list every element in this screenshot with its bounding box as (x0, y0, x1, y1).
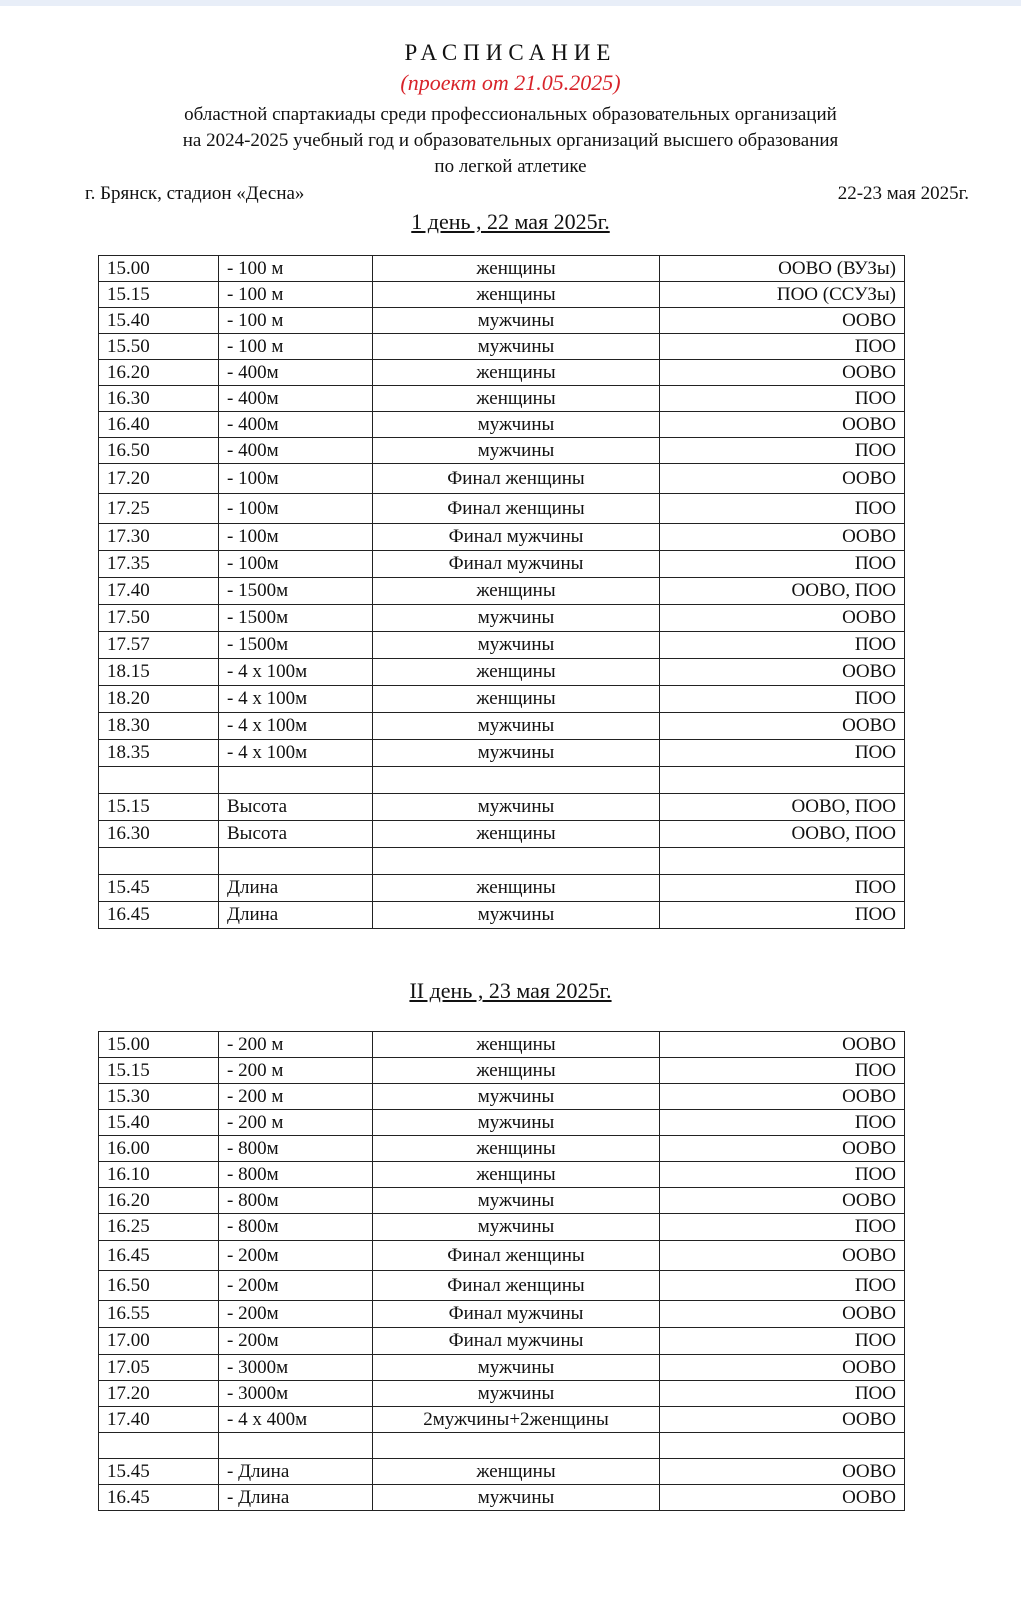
organization-cell: ООВО (660, 1485, 905, 1511)
organization-cell: ООВО (660, 1241, 905, 1271)
event-cell: - Длина (219, 1459, 373, 1485)
organization-cell: ООВО (ВУЗы) (660, 256, 905, 282)
event-cell: - 200 м (219, 1058, 373, 1084)
time-cell: 15.00 (99, 1032, 219, 1058)
draft-note: (проект от 21.05.2025) (400, 70, 621, 95)
time-cell: 17.50 (99, 605, 219, 632)
category-cell: Финал женщины (373, 494, 660, 524)
organization-cell: ООВО (660, 1032, 905, 1058)
category-cell: женщины (373, 659, 660, 686)
time-cell: 15.40 (99, 1110, 219, 1136)
table-row (99, 1381, 905, 1407)
organization-cell: ООВО (660, 524, 905, 551)
table-row (99, 464, 905, 494)
category-cell: мужчины (373, 412, 660, 438)
category-cell (373, 848, 660, 875)
time-cell: 17.25 (99, 494, 219, 524)
organization-cell: ООВО (660, 1301, 905, 1328)
time-cell: 16.45 (99, 1485, 219, 1511)
organization-cell: ПОО (660, 551, 905, 578)
event-cell: - 200м (219, 1271, 373, 1301)
category-cell: Финал мужчины (373, 1328, 660, 1355)
organization-cell: ООВО (660, 1188, 905, 1214)
time-cell: 15.45 (99, 1459, 219, 1485)
category-cell: мужчины (373, 334, 660, 360)
time-cell: 17.57 (99, 632, 219, 659)
time-cell: 15.15 (99, 282, 219, 308)
event-cell: - 100 м (219, 256, 373, 282)
table-row (99, 686, 905, 713)
table-row (99, 605, 905, 632)
organization-cell (660, 767, 905, 794)
organization-cell: ПОО (660, 494, 905, 524)
category-cell: женщины (373, 282, 660, 308)
table-row (99, 1188, 905, 1214)
category-cell: мужчины (373, 740, 660, 767)
event-cell: Высота (219, 821, 373, 848)
table-row (99, 578, 905, 605)
organization-cell: ООВО (660, 659, 905, 686)
time-cell: 17.20 (99, 464, 219, 494)
event-cell: - 400м (219, 386, 373, 412)
event-cell: - 4 х 100м (219, 686, 373, 713)
organization-cell: ООВО (660, 360, 905, 386)
time-cell: 15.15 (99, 794, 219, 821)
time-cell: 16.10 (99, 1162, 219, 1188)
event-cell (219, 767, 373, 794)
category-cell: женщины (373, 1136, 660, 1162)
organization-cell: ООВО, ПОО (660, 794, 905, 821)
table-row (99, 1328, 905, 1355)
time-cell (99, 767, 219, 794)
table-row (99, 334, 905, 360)
organization-cell: ПОО (660, 1058, 905, 1084)
organization-cell: ООВО (660, 1355, 905, 1381)
time-cell: 15.40 (99, 308, 219, 334)
venue: г. Брянск, стадион «Десна» (85, 183, 305, 204)
time-cell: 16.00 (99, 1136, 219, 1162)
table-row (99, 1058, 905, 1084)
category-cell: Финал женщины (373, 464, 660, 494)
time-cell: 15.30 (99, 1084, 219, 1110)
organization-cell: ООВО, ПОО (660, 578, 905, 605)
event-cell: Высота (219, 794, 373, 821)
event-cell: - 4 х 400м (219, 1407, 373, 1433)
table-row (99, 1433, 905, 1459)
category-cell: мужчины (373, 438, 660, 464)
time-cell: 18.20 (99, 686, 219, 713)
organization-cell: ПОО (660, 632, 905, 659)
organization-cell: ПОО (660, 386, 905, 412)
table-row (99, 1271, 905, 1301)
event-cell: - 100 м (219, 282, 373, 308)
event-cell: - 800м (219, 1136, 373, 1162)
event-cell: - 800м (219, 1188, 373, 1214)
table-row (99, 821, 905, 848)
day1-heading: 1 день , 22 мая 2025г. (411, 209, 610, 234)
organization-cell: ООВО (660, 1136, 905, 1162)
organization-cell: ПОО (660, 1328, 905, 1355)
time-cell: 17.20 (99, 1381, 219, 1407)
table-row (99, 412, 905, 438)
day2-heading: II день , 23 мая 2025г. (409, 978, 612, 1003)
organization-cell: ООВО, ПОО (660, 821, 905, 848)
table-row (99, 1355, 905, 1381)
time-cell: 16.30 (99, 821, 219, 848)
category-cell: Финал женщины (373, 1241, 660, 1271)
category-cell: мужчины (373, 1214, 660, 1241)
organization-cell: ООВО (660, 308, 905, 334)
event-cell: - 400м (219, 412, 373, 438)
event-cell: - 1500м (219, 605, 373, 632)
table-row (99, 256, 905, 282)
category-cell: мужчины (373, 794, 660, 821)
category-cell: мужчины (373, 1188, 660, 1214)
category-cell: мужчины (373, 1381, 660, 1407)
day2-schedule-table (98, 1031, 905, 1511)
table-row (99, 1032, 905, 1058)
table-row (99, 1084, 905, 1110)
time-cell (99, 1433, 219, 1459)
table-row (99, 360, 905, 386)
event-cell: - 4 х 100м (219, 713, 373, 740)
category-cell: Финал женщины (373, 1271, 660, 1301)
table-row (99, 494, 905, 524)
table-row (99, 308, 905, 334)
category-cell: 2мужчины+2женщины (373, 1407, 660, 1433)
time-cell: 16.30 (99, 386, 219, 412)
event-cell: - 800м (219, 1214, 373, 1241)
time-cell: 18.30 (99, 713, 219, 740)
category-cell: мужчины (373, 1485, 660, 1511)
subtitle-line-2: на 2024-2025 учебный год и образовательных организаций высшего образования (182, 130, 839, 151)
category-cell: мужчины (373, 902, 660, 929)
time-cell: 16.55 (99, 1301, 219, 1328)
table-row (99, 1485, 905, 1511)
time-cell (99, 848, 219, 875)
time-cell: 16.20 (99, 360, 219, 386)
day1-schedule-table (98, 255, 905, 929)
category-cell: женщины (373, 1162, 660, 1188)
category-cell: мужчины (373, 632, 660, 659)
organization-cell: ПОО (ССУЗы) (660, 282, 905, 308)
table-row (99, 875, 905, 902)
category-cell: женщины (373, 875, 660, 902)
organization-cell: ООВО (660, 412, 905, 438)
time-cell: 17.40 (99, 578, 219, 605)
organization-cell: ООВО (660, 1407, 905, 1433)
category-cell: женщины (373, 386, 660, 412)
time-cell: 16.45 (99, 902, 219, 929)
organization-cell: ПОО (660, 902, 905, 929)
organization-cell: ПОО (660, 1162, 905, 1188)
table-row (99, 902, 905, 929)
table-row (99, 282, 905, 308)
category-cell: мужчины (373, 1084, 660, 1110)
organization-cell: ПОО (660, 740, 905, 767)
time-cell: 15.15 (99, 1058, 219, 1084)
organization-cell: ПОО (660, 438, 905, 464)
category-cell: женщины (373, 1032, 660, 1058)
event-cell: - 800м (219, 1162, 373, 1188)
event-cell: - 200м (219, 1328, 373, 1355)
table-row (99, 1241, 905, 1271)
event-cell: Длина (219, 875, 373, 902)
event-cell: - 400м (219, 360, 373, 386)
organization-cell: ПОО (660, 334, 905, 360)
category-cell: женщины (373, 821, 660, 848)
organization-cell: ООВО (660, 713, 905, 740)
category-cell: женщины (373, 256, 660, 282)
table-row (99, 524, 905, 551)
table-row (99, 659, 905, 686)
event-cell: - 200 м (219, 1110, 373, 1136)
category-cell: женщины (373, 686, 660, 713)
organization-cell: ООВО (660, 1459, 905, 1485)
table-row (99, 1407, 905, 1433)
event-cell: - 100м (219, 524, 373, 551)
time-cell: 18.35 (99, 740, 219, 767)
category-cell: Финал мужчины (373, 1301, 660, 1328)
event-cell: - 3000м (219, 1355, 373, 1381)
table-row (99, 848, 905, 875)
event-dates: 22-23 мая 2025г. (837, 183, 969, 204)
table-row (99, 551, 905, 578)
time-cell: 16.50 (99, 1271, 219, 1301)
table-row (99, 632, 905, 659)
table-row (99, 767, 905, 794)
time-cell: 15.45 (99, 875, 219, 902)
category-cell: женщины (373, 1058, 660, 1084)
subtitle-line-1: областной спартакиады среди профессиональных образовательных организаций (184, 104, 837, 125)
time-cell: 16.25 (99, 1214, 219, 1241)
time-cell: 18.15 (99, 659, 219, 686)
organization-cell (660, 1433, 905, 1459)
top-bar (0, 0, 1021, 6)
category-cell: Финал мужчины (373, 524, 660, 551)
event-cell: - 100м (219, 494, 373, 524)
category-cell: женщины (373, 360, 660, 386)
time-cell: 16.50 (99, 438, 219, 464)
category-cell: Финал мужчины (373, 551, 660, 578)
time-cell: 17.35 (99, 551, 219, 578)
category-cell: женщины (373, 1459, 660, 1485)
category-cell: женщины (373, 578, 660, 605)
time-cell: 16.40 (99, 412, 219, 438)
time-cell: 15.50 (99, 334, 219, 360)
table-row (99, 740, 905, 767)
time-cell: 16.45 (99, 1241, 219, 1271)
event-cell: Длина (219, 902, 373, 929)
table-row (99, 1459, 905, 1485)
time-cell: 17.30 (99, 524, 219, 551)
event-cell (219, 848, 373, 875)
table-row (99, 794, 905, 821)
category-cell (373, 767, 660, 794)
time-cell: 17.00 (99, 1328, 219, 1355)
event-cell: - 100м (219, 464, 373, 494)
table-row (99, 438, 905, 464)
table-row (99, 713, 905, 740)
category-cell (373, 1433, 660, 1459)
table-row (99, 1162, 905, 1188)
time-cell: 17.05 (99, 1355, 219, 1381)
organization-cell: ПОО (660, 1381, 905, 1407)
event-cell: - 1500м (219, 632, 373, 659)
category-cell: мужчины (373, 713, 660, 740)
event-cell: - 100 м (219, 308, 373, 334)
organization-cell: ООВО (660, 1084, 905, 1110)
organization-cell: ПОО (660, 1271, 905, 1301)
table-row (99, 1136, 905, 1162)
table-row (99, 386, 905, 412)
organization-cell: ООВО (660, 605, 905, 632)
event-cell: - 3000м (219, 1381, 373, 1407)
event-cell: - 100 м (219, 334, 373, 360)
organization-cell: ПОО (660, 875, 905, 902)
event-cell: - 100м (219, 551, 373, 578)
category-cell: мужчины (373, 605, 660, 632)
table-row (99, 1214, 905, 1241)
table-row (99, 1110, 905, 1136)
organization-cell (660, 848, 905, 875)
organization-cell: ООВО (660, 464, 905, 494)
category-cell: мужчины (373, 308, 660, 334)
category-cell: мужчины (373, 1110, 660, 1136)
event-cell: - 400м (219, 438, 373, 464)
time-cell: 17.40 (99, 1407, 219, 1433)
organization-cell: ПОО (660, 686, 905, 713)
event-cell: - 1500м (219, 578, 373, 605)
organization-cell: ПОО (660, 1214, 905, 1241)
event-cell: - 4 х 100м (219, 740, 373, 767)
event-cell: - 200м (219, 1301, 373, 1328)
event-cell: - 200 м (219, 1032, 373, 1058)
subtitle-line-3: по легкой атлетике (434, 156, 587, 177)
organization-cell: ПОО (660, 1110, 905, 1136)
time-cell: 15.00 (99, 256, 219, 282)
event-cell (219, 1433, 373, 1459)
document-title: РАСПИСАНИЕ (404, 40, 617, 65)
event-cell: - Длина (219, 1485, 373, 1511)
event-cell: - 4 х 100м (219, 659, 373, 686)
time-cell: 16.20 (99, 1188, 219, 1214)
category-cell: мужчины (373, 1355, 660, 1381)
table-row (99, 1301, 905, 1328)
event-cell: - 200м (219, 1241, 373, 1271)
event-cell: - 200 м (219, 1084, 373, 1110)
